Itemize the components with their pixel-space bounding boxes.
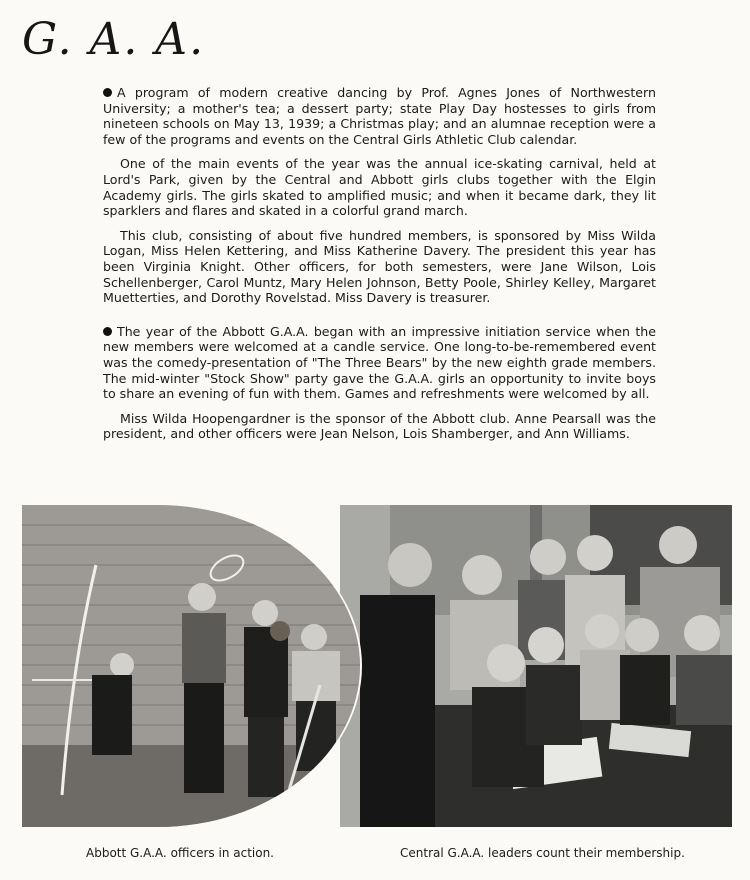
photo-image	[340, 505, 732, 827]
paragraph	[103, 85, 656, 147]
central-gaa-photo	[340, 505, 732, 827]
paragraph-text: The year of the Abbott G.A.A. began with an impressive initiation service when the new members were welcomed at a candle service. One long-to-be-remembered event was the comedy-presentation of "The Three Bears" by the new eighth grade members. The mid-winter "Stock Show" party gave the G.A.A. girls an opportunity to invite boys to share an evening of fun with them. Games and refreshments were welcomed by all.	[103, 323, 656, 402]
bullet-icon	[103, 88, 112, 97]
paragraph: This club, consisting of about five hundred members, is sponsored by Miss Wilda Logan, Miss Helen Kettering, and Miss Katherine Davery. The president this year has been Virginia Knight. Other officers, for both semesters, were Jane Wilson, Lois Schellenberger, Carol Muntz, Mary Helen Johnson, Betty Poole, Shirley Kelley, Margaret Muetterties, and Dorothy Rovelstad. Miss Davery is treasurer.	[103, 227, 656, 306]
photo-caption-right: Central G.A.A. leaders count their membership.	[400, 846, 685, 860]
article-body	[103, 85, 656, 442]
paragraph: Miss Wilda Hoopengardner is the sponsor of the Abbott club. Anne Pearsall was the president, and other officers were Jean Nelson, Lois Shamberger, and Ann Williams.	[103, 410, 656, 442]
photo-caption-left: Abbott G.A.A. officers in action.	[86, 846, 274, 860]
photo-image	[22, 505, 360, 827]
paragraph	[103, 324, 656, 402]
paragraph-text: A program of modern creative dancing by Prof. Agnes Jones of Northwestern University; a mother's tea; a dessert party; state Play Day hostesses to girls from nineteen schools on May 13, 1939; a Christmas play; and an alumnae reception were a few of the programs and events on the Central Girls Athletic Club calendar.	[103, 85, 656, 147]
page-title: G. A. A.	[22, 14, 206, 65]
bullet-icon	[103, 327, 112, 336]
paragraph: One of the main events of the year was the annual ice-skating carnival, held at Lord's Park, given by the Central and Abbott girls clubs together with the Elgin Academy girls. The girls skated to amplified music; and when it became dark, they lit sparklers and flares and skated in a colorful grand march.	[103, 156, 656, 219]
abbott-gaa-photo	[22, 505, 360, 827]
